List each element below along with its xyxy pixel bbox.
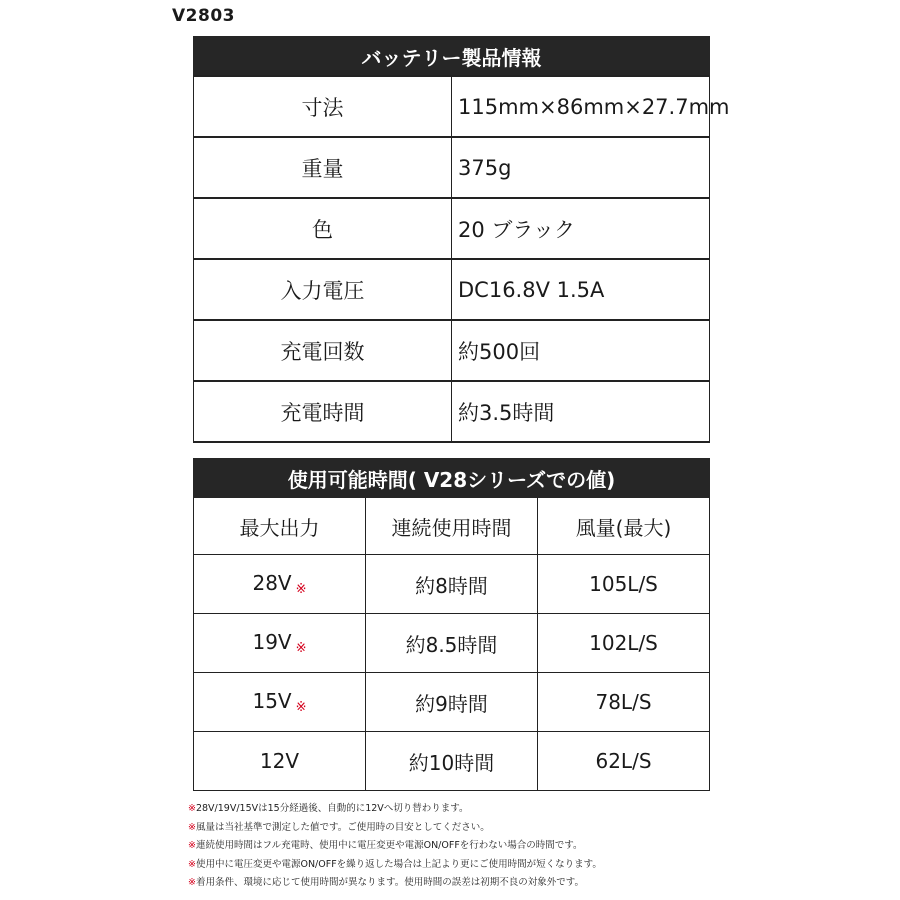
- table-row: [194, 555, 710, 614]
- footnote: ※連続使用時間はフル充電時、使用中に電圧変更や電源ON/OFFを行わない場合の時間です。: [188, 840, 583, 851]
- airflow-cell: 105L/S: [538, 555, 710, 614]
- output-value: 15V: [252, 689, 292, 713]
- output-cell: [194, 614, 366, 673]
- output-value: 28V: [252, 571, 292, 595]
- spec-value: 20 ブラック: [452, 198, 710, 259]
- footnote: ※風量は当社基準で測定した値です。ご使用時の目安としてください。: [188, 821, 490, 833]
- column-header-output: 最大出力: [194, 498, 366, 555]
- spec-key: 充電時間: [194, 381, 452, 442]
- footnote: ※使用中に電圧変更や電源ON/OFFを繰り返した場合は上記より更にご使用時間が短くなります。: [188, 858, 602, 870]
- spec-key: 入力電圧: [194, 259, 452, 320]
- spec-value: 約500回: [452, 320, 710, 381]
- table-row: [194, 673, 710, 732]
- usage-time-header: 使用可能時間( V28シリーズでの値): [194, 459, 710, 498]
- spec-key: 充電回数: [194, 320, 452, 381]
- time-cell: 約10時間: [366, 732, 538, 791]
- footnotes: [188, 800, 748, 893]
- note-mark: ※: [188, 877, 196, 888]
- note-mark: ※: [188, 803, 196, 814]
- spec-value: 約3.5時間: [452, 381, 710, 442]
- time-cell: 約8時間: [366, 555, 538, 614]
- airflow-cell: 78L/S: [538, 673, 710, 732]
- column-header-airflow: 風量(最大): [538, 498, 710, 555]
- product-code: V2803: [172, 6, 235, 26]
- spec-value: 375g: [452, 137, 710, 198]
- table-row: [194, 614, 710, 673]
- spec-value: 115mm×86mm×27.7mm: [452, 76, 710, 137]
- spec-key: 寸法: [194, 76, 452, 137]
- output-value: 19V: [252, 630, 292, 654]
- airflow-cell: 62L/S: [538, 732, 710, 791]
- footnote: ※28V/19V/15Vは15分経過後、自動的に12Vへ切り替わります。: [188, 803, 469, 814]
- output-value: 12V: [259, 749, 300, 773]
- output-cell: [194, 673, 366, 732]
- spec-row: [194, 198, 710, 259]
- output-cell: [194, 555, 366, 614]
- footnote: ※着用条件、環境に応じて使用時間が異なります。使用時間の誤差は初期不良の対象外です。: [188, 877, 584, 888]
- note-mark: ※: [188, 821, 196, 833]
- spec-row: [194, 320, 710, 381]
- note-mark: ※: [188, 840, 196, 851]
- note-mark: ※: [295, 582, 307, 597]
- spec-row: [194, 76, 710, 137]
- spec-row: [194, 381, 710, 442]
- time-cell: 約9時間: [366, 673, 538, 732]
- note-mark: ※: [295, 700, 307, 715]
- spec-key: 重量: [194, 137, 452, 198]
- airflow-cell: 102L/S: [538, 614, 710, 673]
- output-cell: [194, 732, 366, 791]
- table-row: [194, 732, 710, 791]
- note-mark: ※: [188, 858, 196, 870]
- spec-value: DC16.8V 1.5A: [452, 259, 710, 320]
- spec-row: [194, 259, 710, 320]
- battery-spec-table: [193, 36, 730, 443]
- usage-time-table: [193, 458, 710, 791]
- column-header-time: 連続使用時間: [366, 498, 538, 555]
- battery-spec-header: バッテリー製品情報: [194, 37, 710, 77]
- time-cell: 約8.5時間: [366, 614, 538, 673]
- spec-row: [194, 137, 710, 198]
- spec-key: 色: [194, 198, 452, 259]
- note-mark: ※: [295, 641, 307, 656]
